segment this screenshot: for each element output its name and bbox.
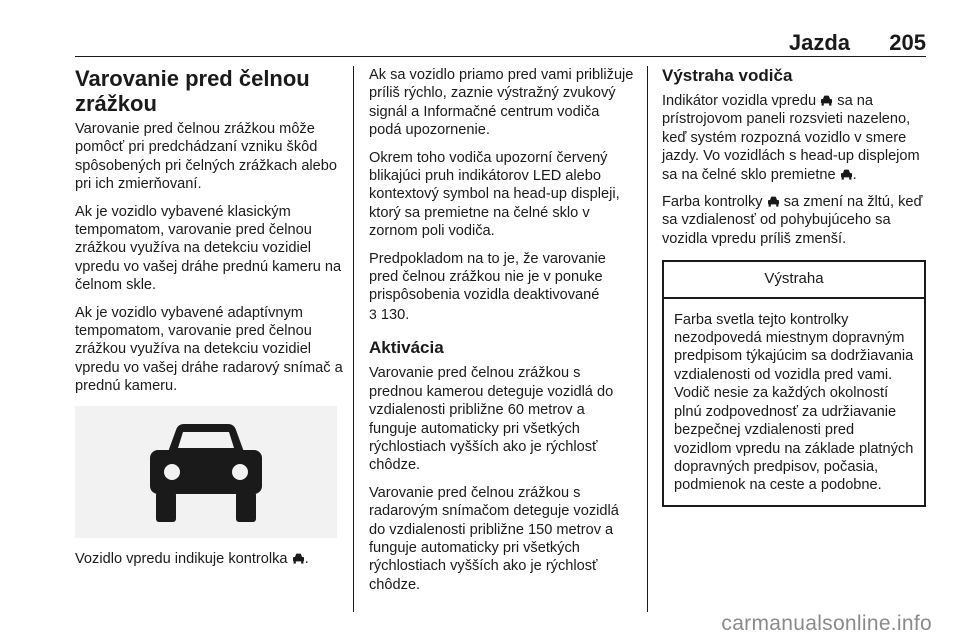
section-title: Varovanie pred čelnou zrážkou [75,66,310,116]
section-name: Jazda [788,30,850,55]
paragraph-text: Predpokladom na to je, že varovanie pred čelnou zrážkou nie je v ponuke prispôsobenia vozidla deaktivované [369,250,606,304]
vehicle-ahead-figure [75,406,337,538]
paragraph: Varovanie pred čelnou zrážkou s prednou kamerou deteguje vozidlá do vzdialenosti približne 60 metrov a funguje automaticky pri všetkých rýchlostiach vyšších ako je rýchlosť chôdze. [369,365,614,474]
figure-caption [75,550,345,568]
car-front-icon [820,95,833,106]
arrow-right-icon: 3 [369,305,377,322]
paragraph: Varovanie pred čelnou zrážkou s radarovým snímačom deteguje vozidlá do vzdialenosti približne 150 metrov a funguje automaticky pri všetkých rýchlostiach vyšších ako je rýchlosť chôdze. [369,484,619,593]
header-rule [75,56,926,57]
paragraph: Varovanie pred čelnou zrážkou môže pomôcť pri predchádzaní vzniku škôd spôsobených pri čelných zrážkach alebo pri ich zmierňovaní. [75,121,338,193]
column-2 [369,66,635,603]
column-divider-2 [647,66,648,612]
page-number: 205 [889,30,926,55]
car-front-icon [767,196,780,207]
paragraph: Ak je vozidlo vybavené adaptívnym tempomatom, varovanie pred čelnou zrážkou využíva na detekciu vozidiel vpredu vo vašej dráhe radarový snímač a prednú kameru. [75,304,343,395]
paragraph [369,250,635,325]
paragraph: Ak je vozidlo vybavené klasickým tempomatom, varovanie pred čelnou zrážkou využíva na detekciu vozidiel vpredu vo vašej dráhe prednú kameru na čelnom skle. [75,203,342,294]
paragraph: Okrem toho vodiča upozorní červený blikajúci pruh indikátorov LED alebo kontextový symbol na head-up displeji, ktorý sa premietne na čelné sklo v zornom poli vodiča. [369,149,620,240]
column-1 [75,66,345,577]
paragraph-text: . [852,166,857,183]
paragraph [662,92,926,184]
paragraph [662,193,926,248]
paragraph: Ak sa vozidlo priamo pred vami približuje príliš rýchlo, zaznie výstražný zvukový signál a Informačné centrum vodiča podá upozornenie. [369,67,634,139]
watermark: carmanualsonline.info [721,612,932,635]
warning-text: Farba svetla tejto kontrolky nezodpovedá miestnym dopravným predpisom týkajúcim sa dodržiavania vzdialenosti od vozidla pred vami. Vodič nesie za každých okolností plnú zodpovednosť za udržiavanie bezpečnej vzdialenosti pred vozidlom vpredu na základe platných dopravných predpisov, počasia, podmienok na ceste a podobne. [674,311,914,494]
column-3 [662,66,926,507]
paragraph-text: sa zmení na žltú, keď sa vzdialenosť od pohybujúceho sa vozidla vpredu príliš zmenší. [662,194,923,247]
subsection-title: Aktivácia [369,338,444,358]
caption-end: . [304,550,309,567]
page-header [0,0,960,60]
paragraph-text: Farba kontrolky [662,194,763,211]
paragraph-text: Indikátor vozidla vpredu [662,93,817,109]
caption-text: Vozidlo vpredu indikuje kontrolka [75,550,288,567]
paragraph-text: sa na prístrojovom paneli rozsvieti nazeleno, keď systém rozpozná vozidlo v smere jazdy. Vo vozidlách s head-up displejom sa na čelné sklo premietne [662,93,920,183]
page-reference-link[interactable]: 130. [380,306,410,323]
column-divider-1 [353,66,354,612]
car-front-icon [292,553,305,564]
subsection-title: Výstraha vodiča [662,66,793,85]
warning-title: Výstraha [664,262,924,298]
car-front-icon [840,169,853,180]
warning-box [662,260,926,506]
